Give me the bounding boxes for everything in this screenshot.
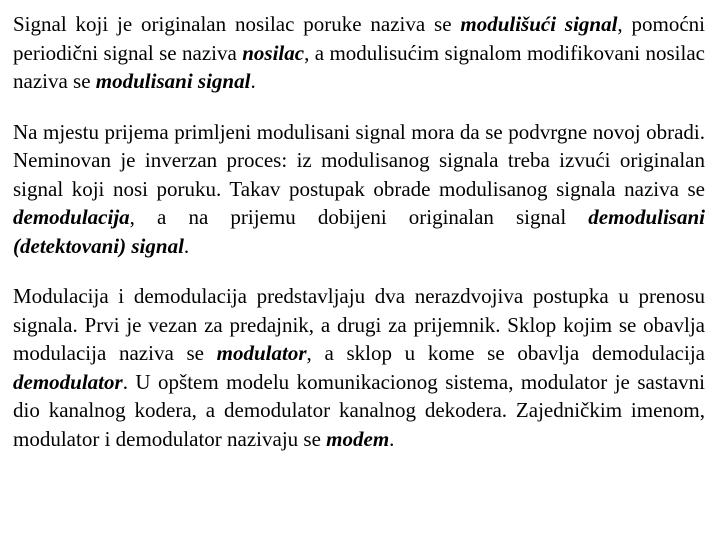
term-demodulation: demodulacija: [13, 205, 130, 229]
term-modulated-signal: modulisani signal: [95, 69, 251, 93]
text-run: , a modulisućim signalom modifikovani nosilac naziva se: [13, 40, 705, 93]
term-modulator: modulator: [216, 341, 307, 365]
term-modem: modem: [326, 426, 390, 451]
term-demodulated-signal: demodulisani (detektovani) signal: [13, 205, 705, 258]
text-run: , pomoćni periodični signal se naziva: [13, 12, 705, 65]
term-modulating-signal: modulišući signal: [460, 12, 618, 36]
text-run: .: [183, 233, 190, 258]
paragraph-modulation-definition: [13, 10, 705, 96]
text-run: Modulacija i demodulacija predstavljaju dva nerazdvojiva postupka u prenosu signala. Prvi je vezan za predajnik, a drugi za prijemnik. Sklop kojim se obavlja modulacija naziva se: [13, 284, 705, 365]
text-run: .: [250, 69, 256, 93]
text-run: Signal koji je originalan nosilac poruke naziva se: [13, 12, 461, 36]
text-run: .: [389, 426, 395, 451]
paragraph-demodulation-definition: [13, 118, 705, 261]
text-run: . U opštem modelu komunikacionog sistema, modulator je sastavni dio kanalnog kodera, a demodulator kanalnog dekodera. Zajedničkim imenom, modulator i demodulator nazivaju se: [13, 369, 705, 451]
term-carrier: nosilac: [242, 40, 305, 65]
text-run: , a sklop u kome se obavlja demodulacija: [306, 341, 705, 365]
text-run: , a na prijemu dobijeni originalan signal: [129, 205, 589, 229]
term-demodulator: demodulator: [13, 369, 123, 394]
text-run: Na mjestu prijema primljeni modulisani signal mora da se podvrgne novoj obradi. Neminovan je inverzan proces: iz modulisanog signala treba izvući originalan signal koji nosi poruku. Takav postupak obrade modulisanog signala naziva se: [13, 119, 705, 201]
paragraph-modem-definition: [13, 282, 705, 453]
